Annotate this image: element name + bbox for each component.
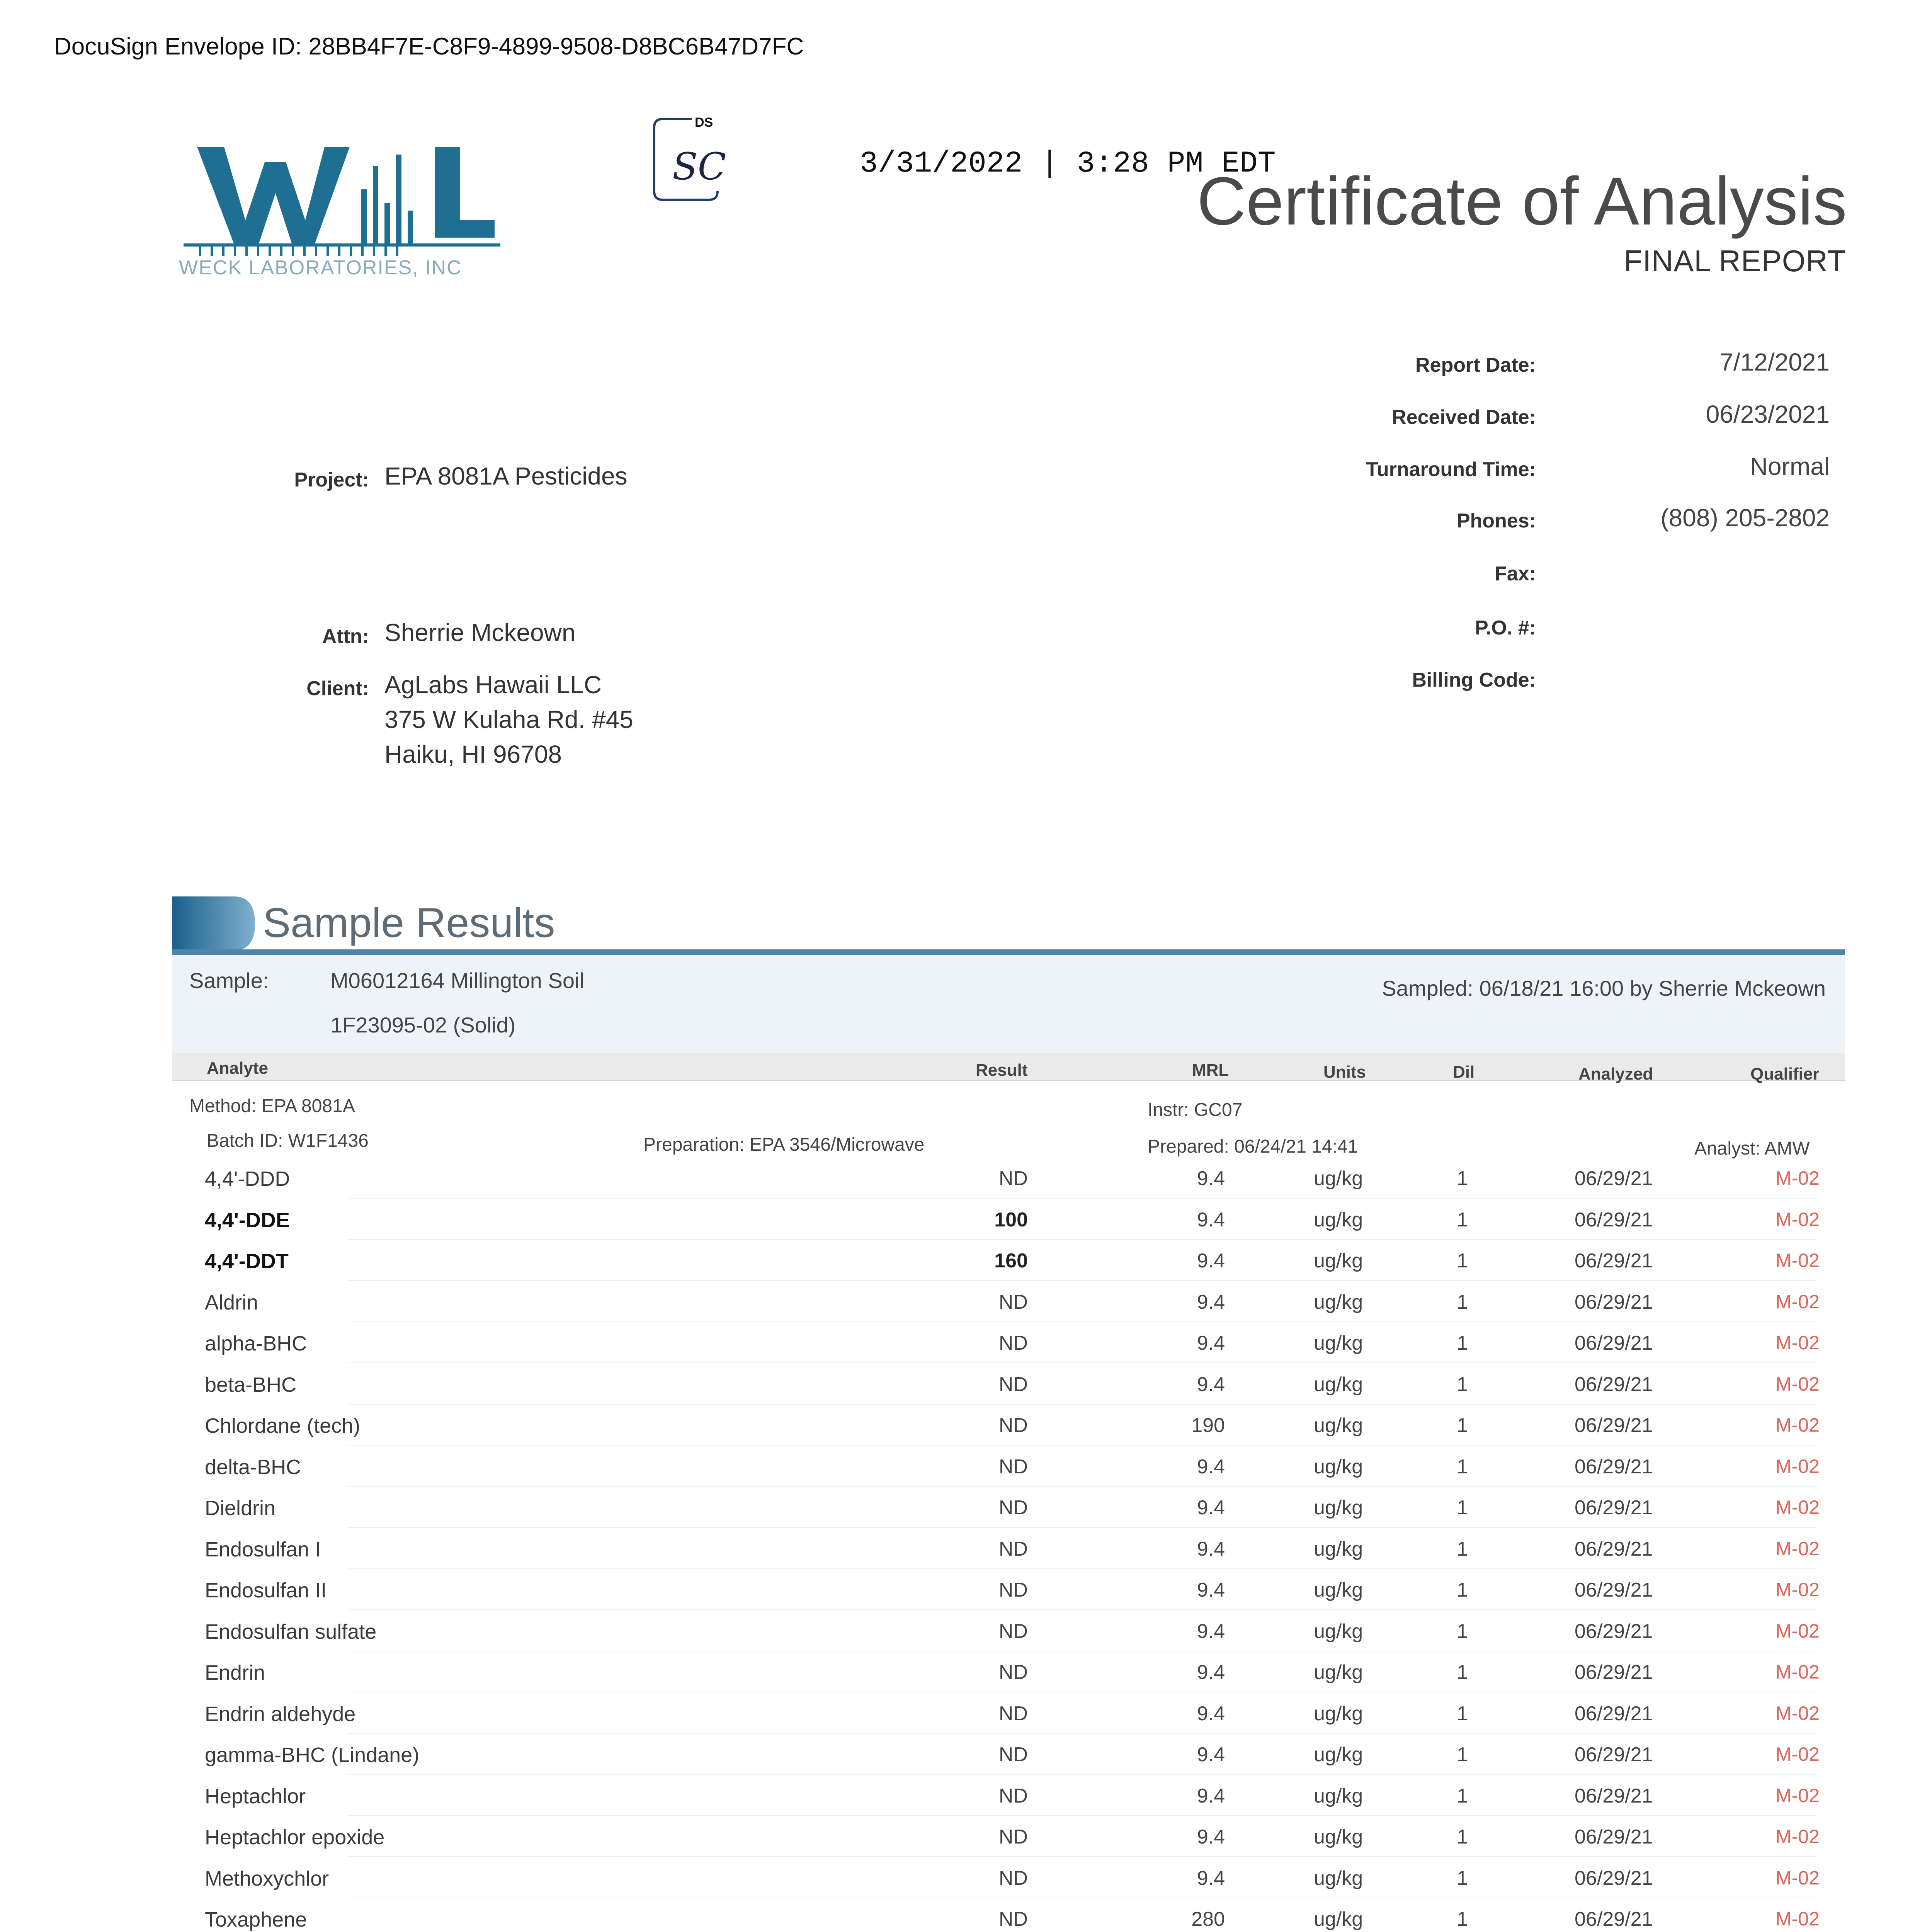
units-value: ug/kg <box>1314 1167 1363 1190</box>
signing-datetime: 3/31/2022 | 3:28 PM EDT <box>860 147 1276 181</box>
col-analyzed: Analyzed <box>1578 1065 1653 1083</box>
analyzed-date: 06/29/21 <box>1575 1167 1653 1190</box>
row-separator <box>348 1404 1816 1405</box>
result-value: ND <box>998 1497 1028 1519</box>
method: Method: EPA 8081A <box>189 1096 355 1116</box>
analyzed-date: 06/29/21 <box>1575 1702 1653 1725</box>
dilution-value: 1 <box>1457 1579 1468 1601</box>
col-qualifier: Qualifier <box>1750 1065 1820 1083</box>
result-value: 100 <box>994 1209 1028 1231</box>
logo-bars <box>361 155 413 243</box>
dilution-value: 1 <box>1457 1661 1468 1684</box>
mrl-value: 9.4 <box>1197 1167 1225 1190</box>
prepared: Prepared: 06/24/21 14:41 <box>1148 1136 1358 1157</box>
analyzed-date: 06/29/21 <box>1575 1538 1653 1560</box>
row-separator <box>348 1198 1816 1199</box>
mrl-value: 190 <box>1191 1414 1225 1437</box>
analyzed-date: 06/29/21 <box>1575 1250 1653 1272</box>
logo-w-mark <box>197 147 350 243</box>
logo-graphic <box>176 131 516 282</box>
dilution-value: 1 <box>1457 1414 1468 1437</box>
result-value: ND <box>998 1702 1028 1725</box>
mrl-value: 280 <box>1191 1908 1225 1930</box>
turnaround-time: Normal <box>1750 452 1830 480</box>
qualifier-code: M-02 <box>1776 1497 1820 1518</box>
analyte-name: Methoxychlor <box>205 1867 329 1890</box>
analyte-name: delta-BHC <box>205 1456 301 1479</box>
batch-id: Batch ID: W1F1436 <box>207 1131 369 1151</box>
analyte-name: Endosulfan II <box>205 1579 327 1602</box>
dilution-value: 1 <box>1457 1167 1468 1190</box>
units-value: ug/kg <box>1314 1826 1363 1848</box>
analyst: Analyst: AMW <box>1694 1138 1810 1159</box>
report-date: 7/12/2021 <box>1719 348 1830 376</box>
logo-baseline <box>184 243 500 247</box>
phones-label: Phones: <box>1456 510 1536 532</box>
units-value: ug/kg <box>1314 1291 1363 1313</box>
units-value: ug/kg <box>1314 1414 1363 1437</box>
dilution-value: 1 <box>1457 1826 1468 1848</box>
analyte-name: Toxaphene <box>205 1908 307 1931</box>
row-separator <box>348 1609 1816 1610</box>
qualifier-code: M-02 <box>1776 1867 1820 1889</box>
units-value: ug/kg <box>1314 1497 1363 1519</box>
analyte-name: 4,4'-DDD <box>205 1167 290 1190</box>
mrl-value: 9.4 <box>1197 1332 1225 1354</box>
analyzed-date: 06/29/21 <box>1575 1332 1653 1354</box>
project-name: EPA 8081A Pesticides <box>384 462 628 490</box>
units-value: ug/kg <box>1314 1743 1363 1766</box>
analyte-name: gamma-BHC (Lindane) <box>205 1743 420 1767</box>
col-units: Units <box>1323 1063 1366 1082</box>
dilution-value: 1 <box>1457 1209 1468 1231</box>
units-value: ug/kg <box>1314 1661 1363 1684</box>
col-mrl: MRL <box>1192 1061 1229 1080</box>
analyzed-date: 06/29/21 <box>1575 1497 1653 1519</box>
result-value: 160 <box>994 1250 1028 1272</box>
dilution-value: 1 <box>1457 1702 1468 1725</box>
row-separator <box>348 1568 1816 1569</box>
analyte-name: alpha-BHC <box>205 1332 307 1355</box>
qualifier-code: M-02 <box>1776 1250 1820 1271</box>
dilution-value: 1 <box>1457 1373 1468 1396</box>
result-value: ND <box>998 1661 1028 1684</box>
mrl-value: 9.4 <box>1197 1538 1225 1560</box>
units-value: ug/kg <box>1314 1785 1363 1807</box>
result-value: ND <box>998 1373 1028 1396</box>
qualifier-code: M-02 <box>1776 1538 1820 1560</box>
docusign-tag: DS <box>695 115 713 130</box>
analyzed-date: 06/29/21 <box>1575 1661 1653 1684</box>
dilution-value: 1 <box>1457 1497 1468 1519</box>
result-value: ND <box>998 1743 1028 1766</box>
analyzed-date: 06/29/21 <box>1575 1456 1653 1478</box>
analyzed-date: 06/29/21 <box>1575 1826 1653 1848</box>
client-address: 375 W Kulaha Rd. #45 <box>384 706 633 733</box>
dilution-value: 1 <box>1457 1332 1468 1354</box>
result-value: ND <box>998 1332 1028 1354</box>
analyzed-date: 06/29/21 <box>1575 1908 1653 1930</box>
analyzed-date: 06/29/21 <box>1575 1414 1653 1437</box>
analyte-name: Heptachlor epoxide <box>205 1826 385 1849</box>
row-separator <box>348 1815 1816 1816</box>
analyzed-date: 06/29/21 <box>1575 1373 1653 1396</box>
row-separator <box>348 1856 1816 1857</box>
mrl-value: 9.4 <box>1197 1867 1225 1889</box>
analyte-name: Dieldrin <box>205 1497 276 1520</box>
instrument: Instr: GC07 <box>1148 1100 1243 1120</box>
dilution-value: 1 <box>1457 1785 1468 1807</box>
analyzed-date: 06/29/21 <box>1575 1209 1653 1231</box>
row-separator <box>348 1527 1816 1528</box>
result-value: ND <box>998 1620 1028 1643</box>
turnaround-label: Turnaround Time: <box>1366 458 1536 481</box>
units-value: ug/kg <box>1314 1209 1363 1231</box>
units-value: ug/kg <box>1314 1908 1363 1930</box>
row-separator <box>348 1445 1816 1446</box>
analyzed-date: 06/29/21 <box>1575 1785 1653 1807</box>
document-title: Certificate of Analysis <box>1197 163 1847 239</box>
row-separator <box>348 1362 1816 1363</box>
mrl-value: 9.4 <box>1197 1785 1225 1807</box>
analyte-name: Aldrin <box>205 1291 259 1314</box>
analyte-name: beta-BHC <box>205 1373 297 1396</box>
units-value: ug/kg <box>1314 1332 1363 1354</box>
received-date: 06/23/2021 <box>1706 400 1830 428</box>
sampled-info: Sampled: 06/18/21 16:00 by Sherrie Mckeown <box>1382 976 1826 1000</box>
col-result: Result <box>976 1061 1028 1080</box>
analyzed-date: 06/29/21 <box>1575 1291 1653 1313</box>
report-date-label: Report Date: <box>1415 354 1536 376</box>
result-value: ND <box>998 1456 1028 1478</box>
dilution-value: 1 <box>1457 1867 1468 1889</box>
dilution-value: 1 <box>1457 1538 1468 1560</box>
dilution-value: 1 <box>1457 1250 1468 1272</box>
dilution-value: 1 <box>1457 1908 1468 1930</box>
analyte-name: Endrin aldehyde <box>205 1702 356 1726</box>
result-value: ND <box>998 1785 1028 1807</box>
dilution-value: 1 <box>1457 1456 1468 1478</box>
row-separator <box>348 1239 1816 1240</box>
analyte-name: 4,4'-DDT <box>205 1250 289 1273</box>
billing-code-label: Billing Code: <box>1412 669 1536 691</box>
client-name: AgLabs Hawaii LLC <box>384 671 602 699</box>
row-separator <box>348 1486 1816 1487</box>
po-label: P.O. #: <box>1475 617 1536 639</box>
qualifier-code: M-02 <box>1776 1167 1820 1189</box>
logo-company-name: WECK LABORATORIES, INC <box>179 257 462 279</box>
mrl-value: 9.4 <box>1197 1620 1225 1643</box>
mrl-value: 9.4 <box>1197 1291 1225 1313</box>
sample-id: M06012164 Millington Soil <box>330 968 584 993</box>
mrl-value: 9.4 <box>1197 1250 1225 1272</box>
analyte-name: Chlordane (tech) <box>205 1414 361 1437</box>
analyte-name: Endrin <box>205 1661 265 1684</box>
qualifier-code: M-02 <box>1776 1826 1820 1847</box>
dilution-value: 1 <box>1457 1291 1468 1313</box>
signer-initials: SC <box>672 145 726 188</box>
qualifier-code: M-02 <box>1776 1579 1820 1600</box>
project-label: Project: <box>294 469 369 491</box>
dilution-value: 1 <box>1457 1743 1468 1766</box>
qualifier-code: M-02 <box>1776 1661 1820 1683</box>
units-value: ug/kg <box>1314 1702 1363 1725</box>
logo-ticks <box>199 247 398 256</box>
client-label: Client: <box>306 677 369 700</box>
col-dil: Dil <box>1453 1063 1475 1082</box>
mrl-value: 9.4 <box>1197 1661 1225 1684</box>
row-separator <box>348 1774 1816 1775</box>
qualifier-code: M-02 <box>1776 1456 1820 1477</box>
analyte-name: Heptachlor <box>205 1785 306 1808</box>
mrl-value: 9.4 <box>1197 1456 1225 1478</box>
row-separator <box>348 1321 1816 1322</box>
mrl-value: 9.4 <box>1197 1826 1225 1848</box>
document-subtitle: FINAL REPORT <box>1624 244 1846 278</box>
result-value: ND <box>998 1538 1028 1560</box>
analyzed-date: 06/29/21 <box>1575 1867 1653 1889</box>
mrl-value: 9.4 <box>1197 1373 1225 1396</box>
attn-label: Attn: <box>322 625 369 648</box>
analyzed-date: 06/29/21 <box>1575 1579 1653 1601</box>
units-value: ug/kg <box>1314 1250 1363 1272</box>
qualifier-code: M-02 <box>1776 1785 1820 1806</box>
units-value: ug/kg <box>1314 1620 1363 1643</box>
units-value: ug/kg <box>1314 1373 1363 1396</box>
qualifier-code: M-02 <box>1776 1414 1820 1436</box>
result-value: ND <box>998 1579 1028 1601</box>
qualifier-code: M-02 <box>1776 1908 1820 1930</box>
attn-name: Sherrie Mckeown <box>384 619 576 646</box>
client-city: Haiku, HI 96708 <box>384 740 562 768</box>
units-value: ug/kg <box>1314 1867 1363 1889</box>
sample-lab-id: 1F23095-02 (Solid) <box>330 1013 516 1037</box>
result-value: ND <box>998 1867 1028 1889</box>
received-date-label: Received Date: <box>1392 406 1536 429</box>
mrl-value: 9.4 <box>1197 1702 1225 1725</box>
result-value: ND <box>998 1291 1028 1313</box>
row-separator <box>348 1280 1816 1281</box>
mrl-value: 9.4 <box>1197 1579 1225 1601</box>
qualifier-code: M-02 <box>1776 1743 1820 1765</box>
dilution-value: 1 <box>1457 1620 1468 1643</box>
units-value: ug/kg <box>1314 1579 1363 1601</box>
phones: (808) 205-2802 <box>1660 504 1830 532</box>
result-value: ND <box>998 1908 1028 1930</box>
fax-label: Fax: <box>1495 563 1536 585</box>
row-separator <box>348 1733 1816 1734</box>
qualifier-code: M-02 <box>1776 1291 1820 1313</box>
sample-label: Sample: <box>189 968 269 993</box>
mrl-value: 9.4 <box>1197 1209 1225 1231</box>
analyte-name: Endosulfan I <box>205 1538 321 1561</box>
analyte-name: Endosulfan sulfate <box>205 1620 377 1643</box>
analyte-name: 4,4'-DDE <box>205 1209 290 1232</box>
mrl-value: 9.4 <box>1197 1743 1225 1766</box>
result-value: ND <box>998 1167 1028 1190</box>
result-value: ND <box>998 1414 1028 1437</box>
company-logo <box>176 131 516 282</box>
envelope-id: DocuSign Envelope ID: 28BB4F7E-C8F9-4899-9508-D8BC6B47D7FC <box>54 33 804 60</box>
col-analyte: Analyte <box>207 1059 268 1078</box>
mrl-value: 9.4 <box>1197 1497 1225 1519</box>
analyzed-date: 06/29/21 <box>1575 1743 1653 1766</box>
preparation: Preparation: EPA 3546/Microwave <box>643 1134 925 1155</box>
units-value: ug/kg <box>1314 1456 1363 1478</box>
qualifier-code: M-02 <box>1776 1373 1820 1395</box>
qualifier-code: M-02 <box>1776 1332 1820 1354</box>
logo-l-foot <box>435 220 495 238</box>
qualifier-code: M-02 <box>1776 1702 1820 1724</box>
qualifier-code: M-02 <box>1776 1620 1820 1642</box>
analyzed-date: 06/29/21 <box>1575 1620 1653 1643</box>
section-title: Sample Results <box>263 899 555 946</box>
result-value: ND <box>998 1826 1028 1848</box>
qualifier-code: M-02 <box>1776 1209 1820 1230</box>
units-value: ug/kg <box>1314 1538 1363 1560</box>
